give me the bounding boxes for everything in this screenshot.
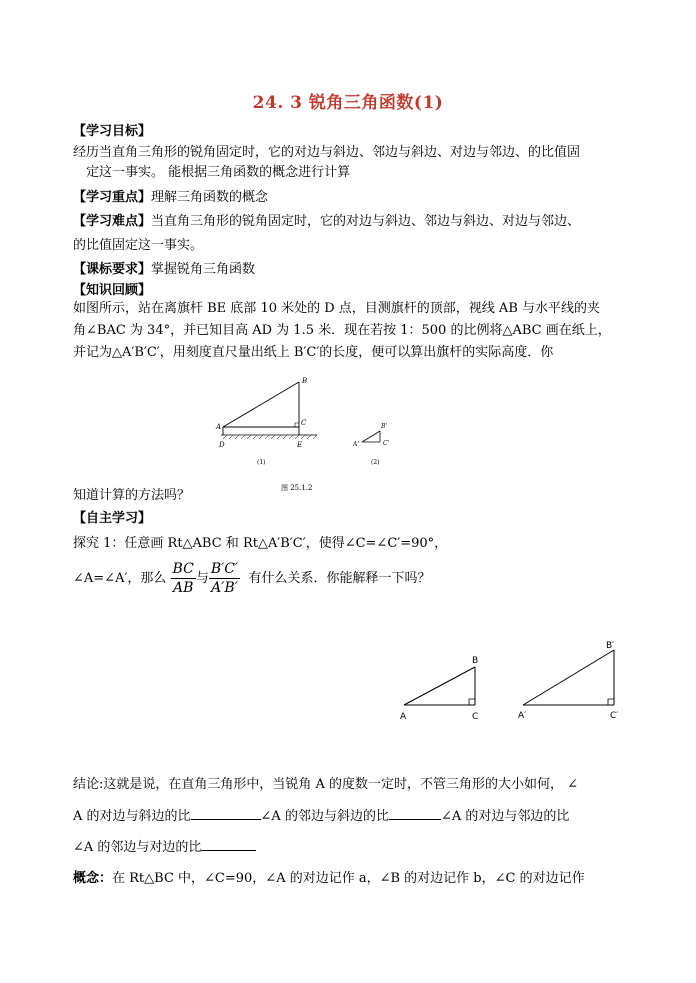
- focus-row: [73, 189, 268, 207]
- fraction-bc-ab: [171, 560, 196, 597]
- similar-triangles-figure: [392, 630, 632, 725]
- flagpole-figure: [205, 372, 415, 477]
- explore-text-c: 有什么关系．你能解释一下吗？: [248, 571, 431, 586]
- tri2-label-B-prime: B′: [606, 641, 615, 651]
- page-title: 24. 3 锐角三角函数(1): [252, 93, 444, 113]
- focus-text: 理解三角函数的概念: [151, 190, 269, 205]
- standard-row: [73, 261, 255, 279]
- label-A: A: [216, 423, 222, 431]
- concept-label: 概念：: [73, 871, 113, 886]
- review-line3: 并记为△A′B′C′，用刻度直尺量出纸上 B′C′的长度，便可以算出旗杆的实际高度．你: [73, 345, 554, 360]
- tri1-label-B: B: [472, 656, 479, 666]
- subfigure-label-2: (2): [371, 459, 380, 466]
- label-C: C: [301, 419, 307, 427]
- label-E: E: [297, 441, 303, 449]
- explore-text-a: ∠A=∠A′，那么: [73, 571, 167, 586]
- tri1-label-A: A: [400, 712, 407, 722]
- concept-row: [73, 870, 585, 888]
- label-B: B: [302, 377, 308, 385]
- conclusion-line2: [73, 807, 569, 826]
- review-line1: 如图所示，站在离旗杆 BE 底部 10 米处的 D 点，目测旗杆的顶部，视线 AB 与水平线的夹: [73, 301, 601, 316]
- goal-text-line1: 经历当直角三角形的锐角固定时，它的对边与斜边、邻边与斜边、对边与邻边、的比值固: [73, 145, 581, 160]
- figure-caption: 图 25.1.2: [281, 484, 313, 492]
- self-study-heading: 【自主学习】: [73, 511, 152, 526]
- tri2-label-A-prime: A′: [518, 711, 527, 721]
- fraction-b2c2-a2b2: [209, 560, 240, 597]
- ground-hatching: [223, 435, 317, 439]
- conclusion-text-a: A 的对边与斜边的比: [73, 809, 191, 824]
- standard-heading: 【课标要求】: [73, 262, 152, 277]
- explore-line2: [73, 560, 430, 598]
- conclusion-line3: [73, 838, 256, 857]
- label-B-prime-small: B': [381, 423, 388, 430]
- triangle2-A2B2: [523, 650, 614, 705]
- subfigure-label-1: (1): [257, 459, 266, 466]
- difficulty-text-line1: 当直角三角形的锐角固定时，它的对边与斜边、邻边与斜边、对边与邻边、: [151, 214, 581, 229]
- conclusion-text-c: ∠A 的对边与邻边的比: [440, 809, 570, 824]
- fraction1-numerator: BC: [172, 561, 194, 577]
- label-D: D: [219, 441, 225, 449]
- review-heading: 【知识回顾】: [73, 283, 152, 298]
- explore-text-b: 与: [195, 571, 209, 586]
- label-A-prime-small: A': [353, 441, 359, 448]
- tri1-label-C: C: [472, 712, 479, 722]
- difficulty-row: [73, 213, 580, 231]
- review-line4: 知道计算的方法吗？: [73, 488, 191, 503]
- conclusion-text-b: ∠A 的邻边与斜边的比: [260, 809, 389, 824]
- goal-text-line2: 定这一事实。 能根据三角函数的概念进行计算: [86, 165, 351, 180]
- sightline-AB: [223, 382, 299, 427]
- triangle1-right-angle: [469, 699, 475, 705]
- standard-text: 掌握锐角三角函数: [151, 262, 256, 277]
- label-C-prime-small: C': [383, 440, 390, 447]
- triangle2-right-angle: [608, 699, 614, 705]
- fraction1-denominator: AB: [172, 580, 194, 596]
- focus-heading: 【学习重点】: [73, 190, 152, 205]
- fraction2-denominator: A′B′: [211, 580, 238, 596]
- fraction2-numerator: B′C′: [210, 561, 239, 577]
- explore-line1: 探究 1：任意画 Rt△ABC 和 Rt△A′B′C′，使得∠C=∠C′=90°，: [73, 536, 448, 551]
- goal-heading: 【学习目标】: [73, 124, 152, 139]
- concept-text: 在 Rt△BC 中，∠C=90，∠A 的对边记作 a，∠B 的对边记作 b，∠C 的对边记作: [112, 871, 585, 886]
- review-line2: 角∠BAC 为 34°，并已知目高 AD 为 1.5 米．现在若按 1：500 的比例将△ABC 画在纸上，: [73, 323, 611, 338]
- difficulty-text-line2: 的比值固定这一事实。: [73, 238, 204, 253]
- tri2-label-C-prime: C′: [610, 711, 619, 721]
- conclusion-text-d: ∠A 的邻边与对边的比: [73, 840, 202, 855]
- small-segment-A2B2: [362, 431, 380, 442]
- right-angle-mark: [295, 423, 299, 427]
- answer-blank-2[interactable]: [389, 807, 441, 820]
- conclusion-line1: 结论:这就是说，在直角三角形中，当锐角 A 的度数一定时，不管三角形的大小如何， ∠: [73, 777, 579, 792]
- answer-blank-1[interactable]: [191, 807, 261, 820]
- difficulty-heading: 【学习难点】: [73, 214, 152, 229]
- triangle1-AB: [404, 667, 475, 705]
- answer-blank-3[interactable]: [201, 838, 256, 851]
